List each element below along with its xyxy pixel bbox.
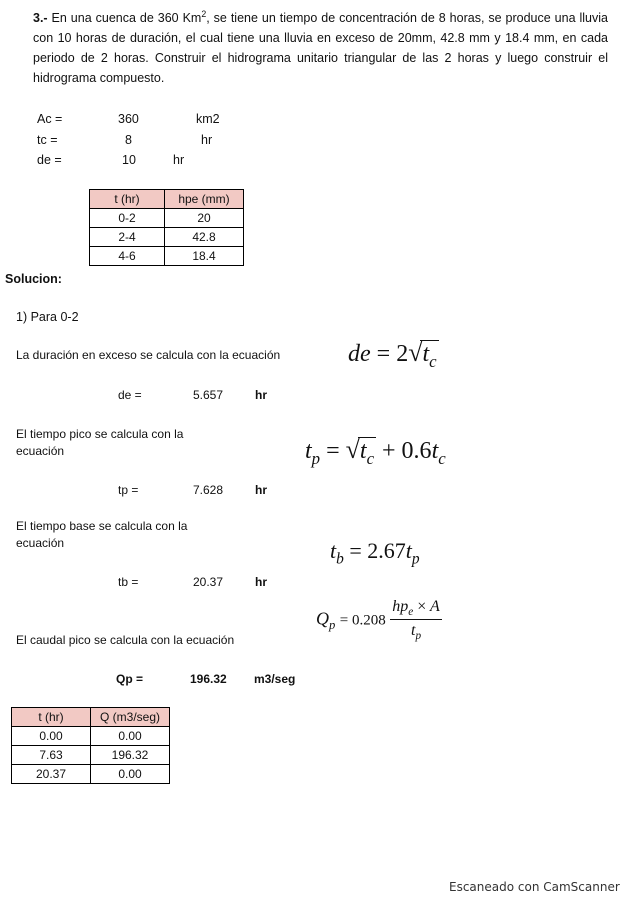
rain-cell: 0-2 xyxy=(90,209,165,228)
given-tc-unit: hr xyxy=(201,133,213,147)
peak-flow-label: Qp = xyxy=(116,672,144,686)
table-row xyxy=(90,247,244,266)
rain-cell: 18.4 xyxy=(165,247,244,266)
scanner-watermark: Escaneado con CamScanner xyxy=(449,880,620,894)
problem-text-after: , se tiene un tiempo de concentración de 8 horas, se produce una lluvia con 10 horas de duración, el cual tiene una lluvia en exceso de 20mm, 42.8 mm y 18.4 mm, en cada periodo de 2 horas. Construir el hidrograma unitario triangular de las 2 horas y luego construir el hidrograma compuesto. xyxy=(33,11,608,86)
duration-equation: de = $2√t_c$ xyxy=(348,338,437,371)
hydro-cell: 7.63 xyxy=(12,746,91,765)
duration-text: La duración en exceso se calcula con la ecuación xyxy=(16,348,281,362)
table-row xyxy=(12,765,170,784)
peak-time-text: El tiempo pico se calcula con la ecuación xyxy=(16,427,184,458)
hydro-cell: 20.37 xyxy=(12,765,91,784)
rain-header-hpe: hpe (mm) xyxy=(165,190,244,209)
given-ac-unit: km2 xyxy=(196,112,220,126)
rain-header-t: t (hr) xyxy=(90,190,165,209)
solution-heading: Solucion: xyxy=(5,272,62,286)
hydro-cell: 0.00 xyxy=(91,765,170,784)
rain-cell: 42.8 xyxy=(165,228,244,247)
hydro-header-q: Q (m3/seg) xyxy=(91,708,170,727)
peak-flow-equation: $Q_p = 0.208$ $\frac{hp_e \times A}{t_p}$ xyxy=(316,598,440,643)
rain-cell: 20 xyxy=(165,209,244,228)
table-row xyxy=(12,727,170,746)
given-tc-label: tc = xyxy=(37,133,58,147)
hydro-cell: 0.00 xyxy=(91,727,170,746)
duration-unit: hr xyxy=(255,388,267,402)
peak-flow-text: El caudal pico se calcula con la ecuación xyxy=(16,633,235,647)
table-row xyxy=(12,746,170,765)
duration-value: 5.657 xyxy=(193,388,224,402)
base-time-equation: $t_b = 2.67t_p$ xyxy=(330,538,420,568)
table-row xyxy=(90,209,244,228)
peak-time-value: 7.628 xyxy=(193,483,224,497)
base-time-value: 20.37 xyxy=(193,575,224,589)
peak-time-unit: hr xyxy=(255,483,267,497)
base-time-unit: hr xyxy=(255,575,267,589)
problem-sup: 2 xyxy=(201,9,207,19)
given-de-value: 10 xyxy=(122,153,136,167)
duration-label: de = xyxy=(118,388,142,402)
rain-cell: 2-4 xyxy=(90,228,165,247)
base-time-label: tb = xyxy=(118,575,139,589)
peak-flow-unit: m3/seg xyxy=(254,672,296,686)
given-de-label: de = xyxy=(37,153,62,167)
given-tc-value: 8 xyxy=(125,133,132,147)
step-heading: 1) Para 0-2 xyxy=(16,310,79,324)
rain-cell: 4-6 xyxy=(90,247,165,266)
given-ac-value: 360 xyxy=(118,112,139,126)
peak-time-label: tp = xyxy=(118,483,139,497)
hydro-cell: 0.00 xyxy=(12,727,91,746)
hydro-cell: 196.32 xyxy=(91,746,170,765)
peak-time-equation: $t_p = √t_c + 0.6t_c$ xyxy=(305,435,446,468)
hydro-header-t: t (hr) xyxy=(12,708,91,727)
rain-table xyxy=(89,189,244,266)
problem-text-before: En una cuenca de 360 Km xyxy=(47,11,202,26)
base-time-text: El tiempo base se calcula con la ecuación xyxy=(16,519,188,550)
hydrograph-table xyxy=(11,707,170,784)
given-ac-label: Ac = xyxy=(37,112,63,126)
peak-flow-value: 196.32 xyxy=(190,672,227,686)
problem-number: 3.- xyxy=(33,11,48,26)
table-row xyxy=(90,228,244,247)
given-de-unit: hr xyxy=(173,153,185,167)
problem-statement xyxy=(33,4,608,88)
